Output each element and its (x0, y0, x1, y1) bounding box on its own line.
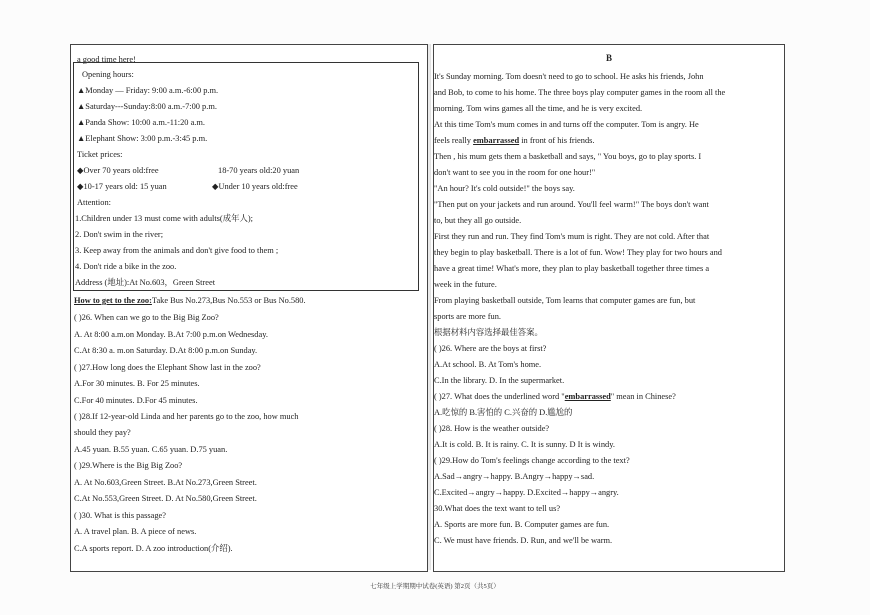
passage-line: From playing basketball outside, Tom learns that computer games are fun, but (434, 296, 696, 305)
option-line: C.At No.553,Green Street. D. At No.580,Green Street. (74, 494, 257, 503)
option-line: A.For 30 minutes. B. For 25 minutes. (74, 379, 200, 388)
attention-item: 2. Don't swim in the river; (75, 230, 164, 239)
option-line: C.For 40 minutes. D.For 45 minutes. (74, 396, 198, 405)
hours-line: ▲Saturday---Sunday:8:00 a.m.-7:00 p.m. (77, 102, 217, 111)
ticket-price: 18-70 years old:20 yuan (218, 166, 300, 175)
passage-line (434, 136, 595, 146)
passage-line: Then , his mum gets them a basketball and says, " You boys, go to play sports. I (434, 152, 702, 161)
zoo-info-box (73, 62, 419, 291)
passage-line: At this time Tom's mum comes in and turns off the computer. Tom is angry. He (434, 120, 699, 129)
ticket-price: ◆Over 70 years old:free (77, 166, 159, 175)
how-to-get-text: Take Bus No.273,Bus No.553 or Bus No.580. (151, 296, 306, 305)
opening-hours-title: Opening hours: (82, 70, 134, 79)
passage-line: week in the future. (434, 280, 497, 289)
passage-line: have a great time! What's more, they plan to play basketball together three times a (434, 264, 710, 273)
section-title: B (605, 53, 612, 63)
passage-text: feels really (434, 136, 474, 145)
attention-item: 3. Keep away from the animals and don't give food to them ; (75, 246, 279, 255)
option-line: A.It is cold. B. It is rainy. C. It is sunny. D It is windy. (434, 440, 615, 449)
option-line: A.45 yuan. B.55 yuan. C.65 yuan. D.75 yuan. (74, 445, 228, 454)
option-line: A.Sad→angry→happy. B.Angry→happy→sad. (434, 472, 595, 481)
option-line: A. Sports are more fun. B. Computer games are fun. (434, 520, 610, 529)
ticket-price: ◆10-17 years old: 15 yuan (77, 182, 167, 191)
page-footer: 七年级上学期期中试卷(英语) 第2页（共5页） (370, 583, 500, 590)
option-line: C.A sports report. D. A zoo introduction(介绍). (74, 544, 233, 553)
option-line: C.Excited→angry→happy. D.Excited→happy→angry. (434, 488, 619, 497)
attention-item: 1.Children under 13 must come with adults(成年人); (75, 214, 253, 223)
passage-line: It's Sunday morning. Tom doesn't need to go to school. He asks his friends, John (434, 72, 704, 81)
option-line: A. At 8:00 a.m.on Monday. B.At 7:00 p.m.on Wednesday. (74, 330, 268, 339)
passage-line: sports are more fun. (434, 312, 501, 321)
underlined-word: embarrassed (473, 136, 520, 145)
passage-line: First they run and run. They find Tom's mum is right. They are not cold. After that (434, 232, 710, 241)
passage-line: and Bob, to come to his home. The three boys play computer games in the room all the (434, 88, 726, 97)
question-line: ( )26. When can we go to the Big Big Zoo? (74, 313, 219, 322)
question-line: ( )28.If 12-year-old Linda and her parents go to the zoo, how much (74, 412, 299, 421)
option-line: A. At No.603,Green Street. B.At No.273,Green Street. (74, 478, 257, 487)
passage-line: "Then put on your jackets and run around. You'll feel warm!" The boys don't want (434, 200, 709, 209)
hours-line: ▲Elephant Show: 3:00 p.m.-3:45 p.m. (77, 134, 208, 143)
option-line: C.In the library. D. In the supermarket. (434, 376, 565, 385)
passage-line: "An hour? It's cold outside!" the boys say. (434, 184, 575, 193)
question-line: ( )28. How is the weather outside? (434, 424, 550, 433)
intro-line: a good time here! (77, 55, 136, 64)
hours-line: ▲Panda Show: 10:00 a.m.-11:20 a.m. (77, 118, 206, 127)
question-line: ( )29.Where is the Big Big Zoo? (74, 461, 183, 470)
question-text: " mean in Chinese? (610, 392, 676, 401)
how-to-get-line (74, 296, 306, 306)
option-line: C. We must have friends. D. Run, and we'll be warm. (434, 536, 613, 545)
question-line: ( )29.How do Tom's feelings change according to the text? (434, 456, 630, 465)
question-line: should they pay? (74, 428, 131, 437)
left-column (70, 44, 428, 572)
question-line (434, 392, 676, 402)
ticket-title: Ticket prices: (77, 150, 123, 159)
attention-item: 4. Don't ride a bike in the zoo. (75, 262, 177, 271)
how-to-get-label: How to get to the zoo: (74, 296, 152, 305)
passage-line: morning. Tom wins games all the time, and he is very excited. (434, 104, 643, 113)
attention-title: Attention: (77, 198, 111, 207)
passage-line: to, but they all go outside. (434, 216, 522, 225)
question-line: ( )26. Where are the boys at first? (434, 344, 547, 353)
passage-line: they begin to play basketball. There is a lot of fun. Wow! They play for two hours and (434, 248, 722, 257)
underlined-word: embarrassed (564, 392, 611, 401)
option-line: A.吃惊的 B.害怕的 C.兴奋的 D.尴尬的 (434, 408, 573, 417)
question-line: 30.What does the text want to tell us? (434, 504, 561, 513)
question-text: ( )27. What does the underlined word " (434, 392, 565, 401)
right-column (433, 44, 785, 572)
question-line: ( )30. What is this passage? (74, 511, 166, 520)
option-line: C.At 8:30 a. m.on Saturday. D.At 8:00 p.m.on Sunday. (74, 346, 258, 355)
option-line: A. A travel plan. B. A piece of news. (74, 527, 197, 536)
passage-text: in front of his friends. (519, 136, 595, 145)
passage-line: don't want to see you in the room for one hour!" (434, 168, 596, 177)
option-line: A.At school. B. At Tom's home. (434, 360, 542, 369)
question-line: ( )27.How long does the Elephant Show last in the zoo? (74, 363, 261, 372)
ticket-price: ◆Under 10 years old:free (212, 182, 298, 191)
address-line: Address (地址):At No.603，Green Street (75, 278, 216, 287)
hours-line: ▲Monday — Friday: 9:00 a.m.-6:00 p.m. (77, 86, 219, 95)
instruction-line: 根据材料内容选择最佳答案。 (434, 328, 543, 337)
